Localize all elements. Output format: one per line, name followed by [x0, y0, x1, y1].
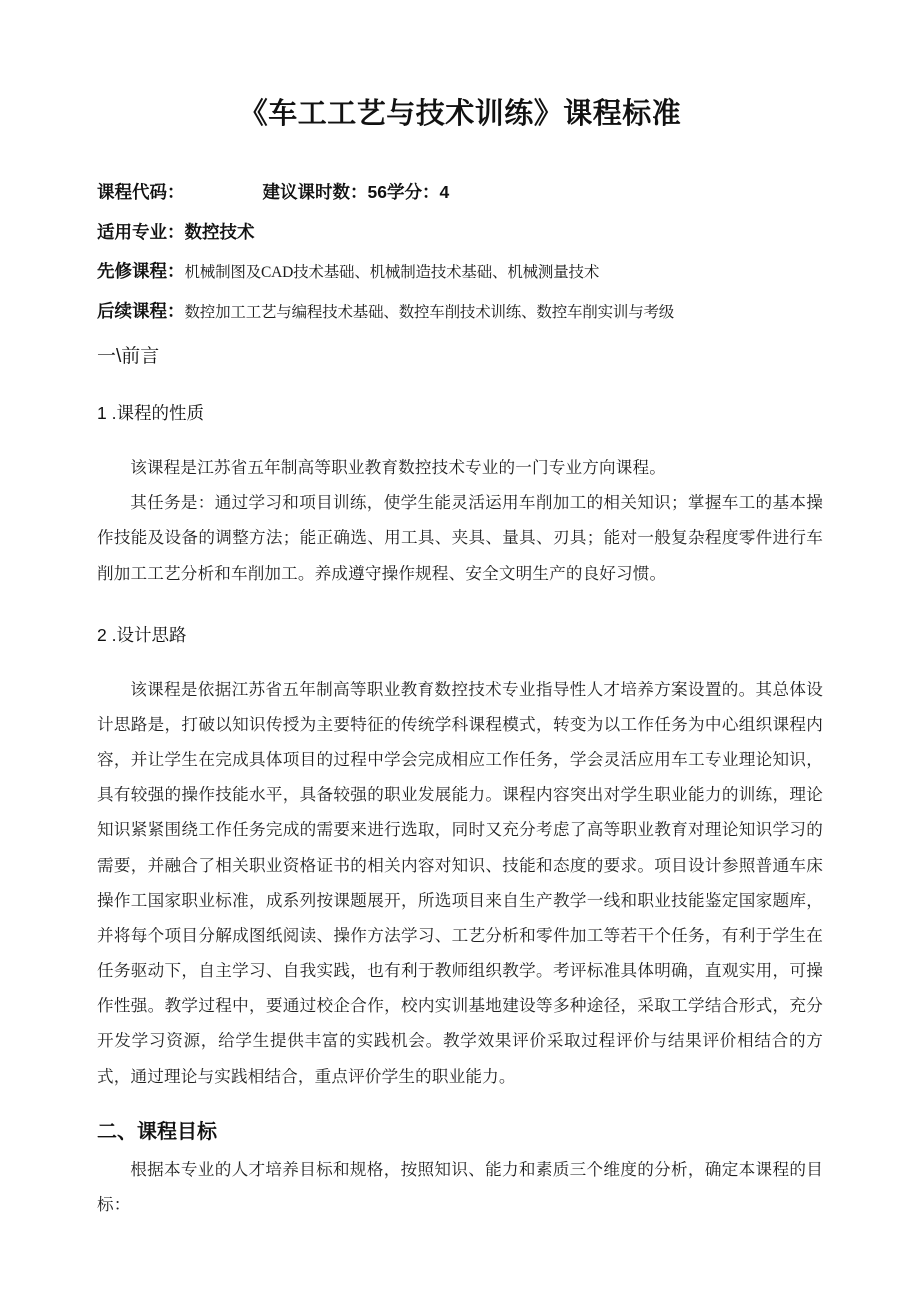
paragraph-course-nature-2: 其任务是：通过学习和项目训练，使学生能灵活运用车削加工的相关知识；掌握车工的基本操作技能及设备的调整方法；能正确选、用工具、夹具、量具、刃具；能对一般复杂程度零件进行车削加工工艺分析和车削加工。养成遵守操作规程、安全文明生产的良好习惯。 — [97, 493, 823, 583]
meta-line-followup — [97, 300, 823, 321]
subsection-heading-design-approach: 2 .设计思路 — [97, 624, 187, 645]
paragraph-design-approach: 该课程是依据江苏省五年制高等职业教育数控技术专业指导性人才培养方案设置的。其总体设计思路是，打破以知识传授为主要特征的传统学科课程模式，转变为以工作任务为中心组织课程内容，并让学生在完成具体项目的过程中学会完成相应工作任务，学会灵活应用车工专业理论知识，具有较强的操作技能水平，具备较强的职业发展能力。课程内容突出对学生职业能力的训练，理论知识紧紧围绕工作任务完成的需要来进行选取，同时又充分考虑了高等职业教育对理论知识学习的需要，并融合了相关职业资格证书的相关内容对知识、技能和态度的要求。项目设计参照普通车床操作工国家职业标准，成系列按课题展开，所选项目来自生产教学一线和职业技能鉴定国家题库，并将每个项目分解成图纸阅读、操作方法学习、工艺分析和零件加工等若干个任务，有利于学生在任务驱动下，自主学习、自我实践，也有利于教师组织教学。考评标准具体明确，直观实用，可操作性强。教学过程中，要通过校企合作，校内实训基地建设等多种途径，采取工学结合形式，充分开发学习资源，给学生提供丰富的实践机会。教学效果评价采取过程评价与结果评价相结合的方式，通过理论与实践相结合，重点评价学生的职业能力。 — [97, 679, 823, 1086]
course-meta-block — [97, 184, 823, 320]
hours-credits-value: 建议课时数：56学分：4 — [262, 182, 450, 203]
paragraph-course-objectives: 根据本专业的人才培养目标和规格，按照知识、能力和素质三个维度的分析，确定本课程的目标： — [97, 1159, 823, 1214]
followup-value: 数控加工工艺与编程技术基础、数控车削技术训练、数控车削实训与考级 — [184, 303, 675, 321]
section-heading-course-objectives: 二、课程目标 — [97, 1120, 217, 1143]
course-code-label: 课程代码： — [97, 182, 185, 203]
meta-line-course-code — [97, 184, 823, 202]
meta-line-major — [97, 221, 823, 242]
prerequisite-label: 先修课程： — [97, 261, 185, 282]
meta-line-prerequisite — [97, 263, 823, 281]
prerequisite-value: 机械制图及CAD技术基础、机械制造技术基础、机械测量技术 — [184, 264, 600, 282]
page-title: 《车工工艺与技术训练》课程标准 — [238, 98, 682, 130]
followup-label: 后续课程： — [97, 300, 185, 321]
major-value: 适用专业：数控技术 — [97, 221, 255, 242]
section-heading-preface: 一\前言 — [97, 346, 160, 368]
paragraph-course-nature-1: 该课程是江苏省五年制高等职业教育数控技术专业的一门专业方向课程。 — [130, 458, 666, 478]
subsection-heading-course-nature: 1 .课程的性质 — [97, 403, 204, 424]
